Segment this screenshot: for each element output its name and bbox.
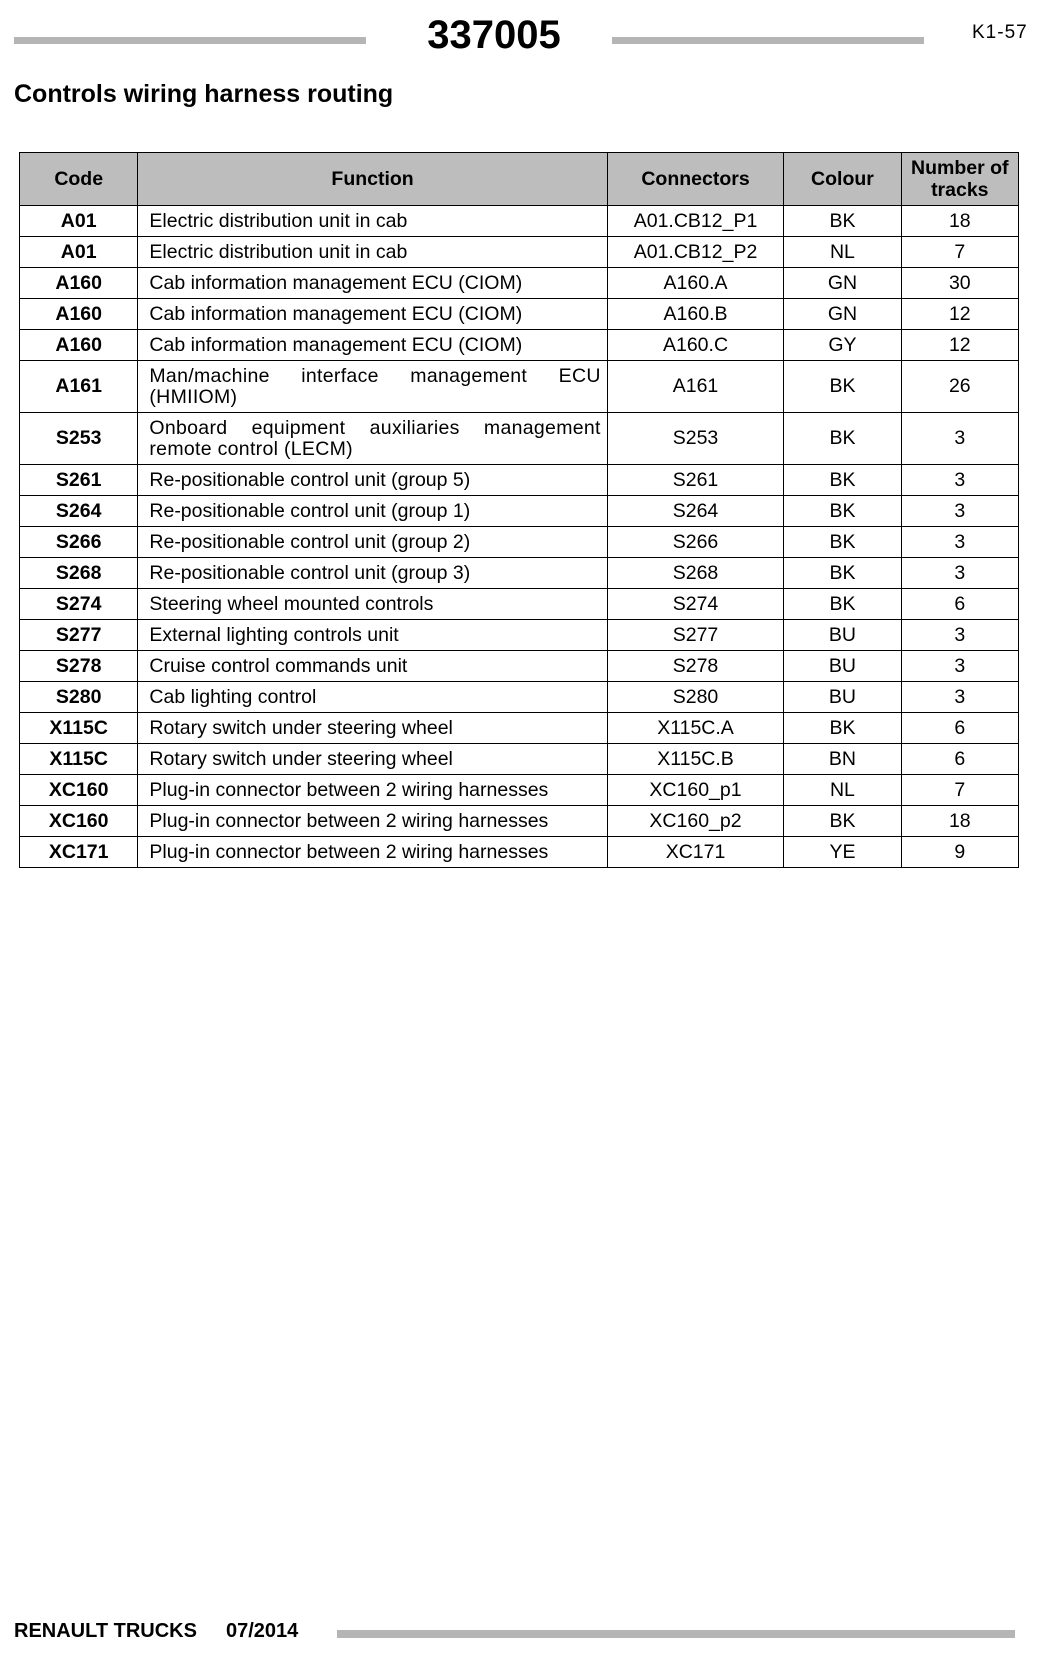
table-header-row — [20, 153, 1019, 206]
connector-cell: X115C.A — [607, 713, 784, 744]
tracks-cell: 3 — [901, 620, 1018, 651]
function-cell: Plug-in connector between 2 wiring harnesses — [138, 837, 607, 868]
table-row — [20, 330, 1019, 361]
colour-cell: BU — [784, 620, 901, 651]
table-row — [20, 268, 1019, 299]
colour-cell: BK — [784, 206, 901, 237]
tracks-cell: 3 — [901, 527, 1018, 558]
function-cell: Re-positionable control unit (group 2) — [138, 527, 607, 558]
code-cell: S268 — [20, 558, 138, 589]
connector-cell: S280 — [607, 682, 784, 713]
table-row — [20, 299, 1019, 330]
connector-cell: A160.A — [607, 268, 784, 299]
colour-cell: GY — [784, 330, 901, 361]
colour-cell: BK — [784, 589, 901, 620]
colour-cell: BK — [784, 496, 901, 527]
function-cell: Rotary switch under steering wheel — [138, 744, 607, 775]
colour-cell: BU — [784, 682, 901, 713]
connector-cell: S277 — [607, 620, 784, 651]
connector-cell: A160.B — [607, 299, 784, 330]
tracks-cell: 9 — [901, 837, 1018, 868]
code-cell: X115C — [20, 744, 138, 775]
connector-cell: A161 — [607, 361, 784, 413]
footer-brand: RENAULT TRUCKS — [14, 1620, 197, 1642]
function-cell: Electric distribution unit in cab — [138, 237, 607, 268]
column-header-code: Code — [20, 153, 138, 206]
function-cell: Rotary switch under steering wheel — [138, 713, 607, 744]
tracks-cell: 18 — [901, 206, 1018, 237]
tracks-cell: 12 — [901, 330, 1018, 361]
connector-cell: S261 — [607, 465, 784, 496]
code-cell: X115C — [20, 713, 138, 744]
tracks-cell: 7 — [901, 237, 1018, 268]
connector-cell: S278 — [607, 651, 784, 682]
tracks-cell: 12 — [901, 299, 1018, 330]
tracks-cell: 18 — [901, 806, 1018, 837]
header-rule-right — [612, 37, 924, 44]
tracks-cell: 3 — [901, 496, 1018, 527]
table-row — [20, 589, 1019, 620]
column-header-tracks: Number of tracks — [901, 153, 1018, 206]
code-cell: A161 — [20, 361, 138, 413]
colour-cell: NL — [784, 775, 901, 806]
table-row — [20, 237, 1019, 268]
code-cell: XC160 — [20, 806, 138, 837]
connector-cell: S266 — [607, 527, 784, 558]
table-row — [20, 837, 1019, 868]
table-row — [20, 713, 1019, 744]
code-cell: S277 — [20, 620, 138, 651]
connector-cell: X115C.B — [607, 744, 784, 775]
function-cell: External lighting controls unit — [138, 620, 607, 651]
code-cell: A160 — [20, 330, 138, 361]
table-row — [20, 206, 1019, 237]
code-cell: S266 — [20, 527, 138, 558]
colour-cell: BU — [784, 651, 901, 682]
code-cell: A160 — [20, 268, 138, 299]
table-row — [20, 413, 1019, 465]
table-row — [20, 465, 1019, 496]
table-row — [20, 744, 1019, 775]
function-cell: Steering wheel mounted controls — [138, 589, 607, 620]
tracks-cell: 30 — [901, 268, 1018, 299]
connector-cell: S253 — [607, 413, 784, 465]
table-row — [20, 682, 1019, 713]
tracks-cell: 3 — [901, 651, 1018, 682]
code-cell: A01 — [20, 237, 138, 268]
wiring-table — [19, 152, 1019, 868]
table-row — [20, 620, 1019, 651]
colour-cell: GN — [784, 268, 901, 299]
table-body — [20, 206, 1019, 868]
colour-cell: NL — [784, 237, 901, 268]
tracks-cell: 6 — [901, 744, 1018, 775]
table-row — [20, 651, 1019, 682]
function-cell: Man/machine interface management ECU (HMIIOM) — [138, 361, 607, 413]
connector-cell: S268 — [607, 558, 784, 589]
colour-cell: BK — [784, 806, 901, 837]
tracks-cell: 3 — [901, 558, 1018, 589]
connector-cell: XC160_p2 — [607, 806, 784, 837]
column-header-function: Function — [138, 153, 607, 206]
colour-cell: GN — [784, 299, 901, 330]
column-header-connectors: Connectors — [607, 153, 784, 206]
function-cell: Cab information management ECU (CIOM) — [138, 268, 607, 299]
colour-cell: BN — [784, 744, 901, 775]
column-header-colour: Colour — [784, 153, 901, 206]
colour-cell: BK — [784, 413, 901, 465]
connector-cell: XC171 — [607, 837, 784, 868]
colour-cell: BK — [784, 527, 901, 558]
footer-rule — [337, 1630, 1015, 1638]
section-title: Controls wiring harness routing — [14, 80, 394, 108]
code-cell: A01 — [20, 206, 138, 237]
footer-date: 07/2014 — [226, 1620, 299, 1642]
table-row — [20, 806, 1019, 837]
code-cell: S280 — [20, 682, 138, 713]
tracks-cell: 3 — [901, 465, 1018, 496]
colour-cell: BK — [784, 361, 901, 413]
function-cell: Cruise control commands unit — [138, 651, 607, 682]
tracks-cell: 3 — [901, 682, 1018, 713]
code-cell: A160 — [20, 299, 138, 330]
connector-cell: S274 — [607, 589, 784, 620]
table-row — [20, 361, 1019, 413]
function-cell: Re-positionable control unit (group 1) — [138, 496, 607, 527]
code-cell: S274 — [20, 589, 138, 620]
code-cell: S264 — [20, 496, 138, 527]
code-cell: XC160 — [20, 775, 138, 806]
code-cell: XC171 — [20, 837, 138, 868]
table-row — [20, 496, 1019, 527]
function-cell: Plug-in connector between 2 wiring harnesses — [138, 806, 607, 837]
colour-cell: YE — [784, 837, 901, 868]
tracks-cell: 3 — [901, 413, 1018, 465]
connector-cell: A01.CB12_P2 — [607, 237, 784, 268]
connector-cell: S264 — [607, 496, 784, 527]
document-number: 337005 — [427, 13, 561, 57]
code-cell: S261 — [20, 465, 138, 496]
code-cell: S278 — [20, 651, 138, 682]
connector-cell: A160.C — [607, 330, 784, 361]
function-cell: Cab lighting control — [138, 682, 607, 713]
function-cell: Re-positionable control unit (group 3) — [138, 558, 607, 589]
table-row — [20, 558, 1019, 589]
function-cell: Re-positionable control unit (group 5) — [138, 465, 607, 496]
tracks-cell: 26 — [901, 361, 1018, 413]
connector-cell: A01.CB12_P1 — [607, 206, 784, 237]
function-cell: Plug-in connector between 2 wiring harnesses — [138, 775, 607, 806]
tracks-cell: 7 — [901, 775, 1018, 806]
page-reference: K1-57 — [972, 22, 1028, 43]
table-row — [20, 775, 1019, 806]
table-row — [20, 527, 1019, 558]
function-cell: Electric distribution unit in cab — [138, 206, 607, 237]
colour-cell: BK — [784, 713, 901, 744]
function-cell: Cab information management ECU (CIOM) — [138, 330, 607, 361]
header-rule-left — [14, 37, 366, 44]
tracks-cell: 6 — [901, 713, 1018, 744]
connector-cell: XC160_p1 — [607, 775, 784, 806]
function-cell: Onboard equipment auxiliaries management remote control (LECM) — [138, 413, 607, 465]
colour-cell: BK — [784, 465, 901, 496]
colour-cell: BK — [784, 558, 901, 589]
code-cell: S253 — [20, 413, 138, 465]
tracks-cell: 6 — [901, 589, 1018, 620]
function-cell: Cab information management ECU (CIOM) — [138, 299, 607, 330]
